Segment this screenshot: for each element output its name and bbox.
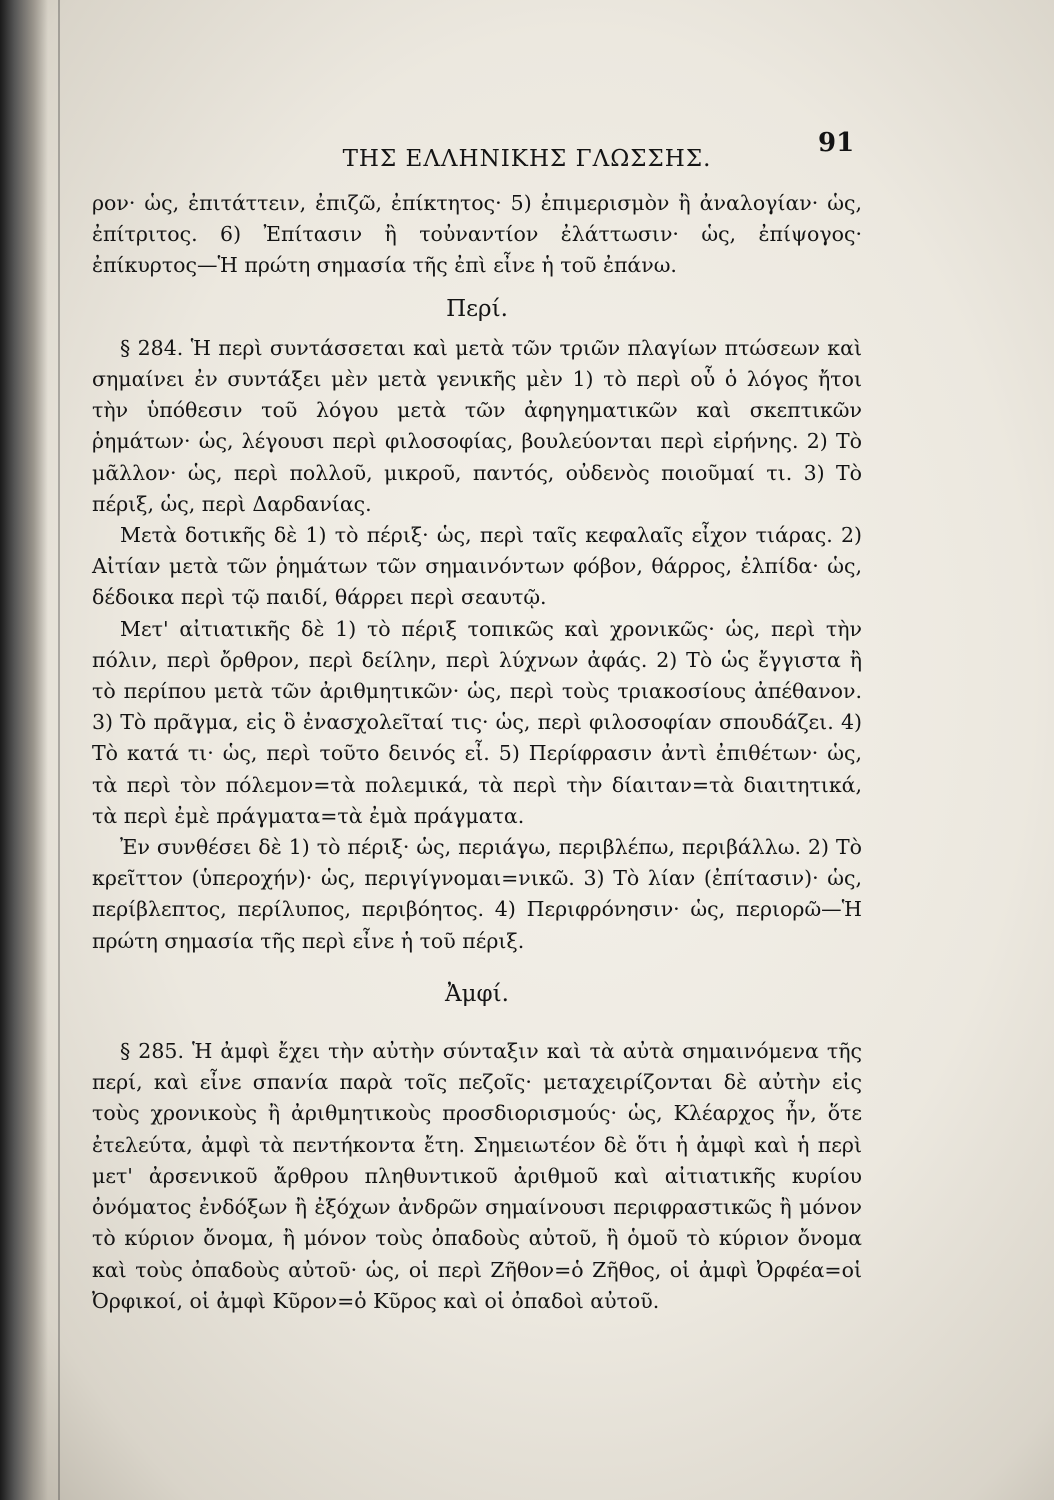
section-title-amphi: Ἀμφί. — [445, 980, 509, 1007]
paragraph-composition: Ἐν συνθέσει δὲ 1) τὸ πέριξ· ὡς, περιάγω, περιβλέπω, περιβάλλω. 2) Τὸ κρεῖττον (ὑπεροχήν)· ὡς, περιγίγνομαι=νικῶ. 3) Τὸ λίαν (ἐπίτασιν)· ὡς, περίβλεπτος, περίλυπος, περιβόητος. 4) Περιφρόνησιν· ὡς, περιορῶ—Ἡ πρώτη σημασία τῆς περὶ εἶνε ἡ τοῦ πέριξ. — [92, 835, 862, 953]
book-spine-shadow — [0, 0, 48, 1500]
intro-paragraph: ρον· ὡς, ἐπιτάττειν, ἐπιζῶ, ἐπίκτητος· 5) ἐπιμερισμὸν ἢ ἀναλογίαν· ὡς, ἐπίτριτος. 6) Ἐπίτασιν ἢ τοὐναντίον ἐλάττωσιν· ὡς, ἐπίψογος· ἐπίκυρτος—Ἡ πρώτη σημασία τῆς ἐπὶ εἶνε ἡ τοῦ ἐπάνω. — [92, 191, 862, 278]
section-title-peri: Περί. — [446, 295, 508, 322]
running-header: ΤΗΣ ΕΛΛΗΝΙΚΗΣ ΓΛΩΣΣΗΣ. — [342, 146, 712, 172]
page-body — [92, 188, 862, 1317]
paragraph-285: § 285. Ἡ ἀμφὶ ἔχει τὴν αὐτὴν σύνταξιν καὶ τὰ αὐτὰ σημαινόμενα τῆς περί, καὶ εἶνε σπανία παρὰ τοῖς πεζοῖς· μεταχειρίζονται δὲ αὐτὴν εἰς τοὺς χρονικοὺς ἢ ἀριθμητικοὺς προσδιορισμούς· ὡς, Κλέαρχος ἦν, ὅτε ἐτελεύτα, ἀμφὶ τὰ πεντήκοντα ἔτη. Σημειωτέον δὲ ὅτι ἡ ἀμφὶ καὶ ἡ περὶ μετ' ἀρσενικοῦ ἄρθρου πληθυντικοῦ ἀριθμοῦ καὶ αἰτιατικῆς κυρίου ὀνόματος ἐνδόξων ἢ ἐξόχων ἀνδρῶν σημαίνουσι περιφραστικῶς ἢ μόνον τὸ κύριον ὄνομα, ἢ μόνον τοὺς ὀπαδοὺς αὐτοῦ, ἢ ὁμοῦ τὸ κύριον ὄνομα καὶ τοὺς ὀπαδοὺς αὐτοῦ· ὡς, οἱ περὶ Ζῆθον=ὁ Ζῆθος, οἱ ἀμφὶ Ὀρφέα=οἱ Ὀρφικοί, οἱ ἀμφὶ Κῦρον=ὁ Κῦρος καὶ οἱ ὀπαδοὶ αὐτοῦ. — [92, 1039, 862, 1313]
page-number: 91 — [818, 128, 855, 158]
paragraph-dative: Μετὰ δοτικῆς δὲ 1) τὸ πέριξ· ὡς, περὶ ταῖς κεφαλαῖς εἶχον τιάρας. 2) Αἰτίαν μετὰ τῶν ῥημάτων τῶν σημαινόντων φόβον, θάρρος, ἐλπίδα· ὡς, δέδοικα περὶ τῷ παιδί, θάρρει περὶ σεαυτῷ. — [92, 523, 862, 610]
paragraph-accusative: Μετ' αἰτιατικῆς δὲ 1) τὸ πέριξ τοπικῶς καὶ χρονικῶς· ὡς, περὶ τὴν πόλιν, περὶ ὄρθρον, περὶ δείλην, περὶ λύχνων ἀφάς. 2) Τὸ ὡς ἔγγιστα ἢ τὸ περίπου μετὰ τῶν ἀριθμητικῶν· ὡς, περὶ τοὺς τριακοσίους ἀπέθανον. 3) Τὸ πρᾶγμα, εἰς ὃ ἐνασχολεῖταί τις· ὡς, περὶ φιλοσοφίαν σπουδάζει. 4) Τὸ κατά τι· ὡς, περὶ τοῦτο δεινός εἶ. 5) Περίφρασιν ἀντὶ ἐπιθέτων· ὡς, τὰ περὶ τὸν πόλεμον=τὰ πολεμικά, τὰ περὶ τὴν δίαιταν=τὰ διαιτητικά, τὰ περὶ ἐμὲ πράγματα=τὰ ἐμὰ πράγματα. — [92, 616, 862, 828]
paragraph-284: § 284. Ἡ περὶ συντάσσεται καὶ μετὰ τῶν τριῶν πλαγίων πτώσεων καὶ σημαίνει ἐν συντάξει μὲν μετὰ γενικῆς μὲν 1) τὸ περὶ οὗ ὁ λόγος ἤτοι τὴν ὑπόθεσιν τοῦ λόγου μετὰ τῶν ἀφηγηματικῶν καὶ σκεπτικῶν ῥημάτων· ὡς, λέγουσι περὶ φιλοσοφίας, βουλεύονται περὶ εἰρήνης. 2) Τὸ μᾶλλον· ὡς, περὶ πολλοῦ, μικροῦ, παντός, οὐδενὸς ποιοῦμαί τι. 3) Τὸ πέριξ, ὡς, περὶ Δαρδανίας. — [92, 335, 862, 516]
gutter-line — [58, 0, 60, 1500]
